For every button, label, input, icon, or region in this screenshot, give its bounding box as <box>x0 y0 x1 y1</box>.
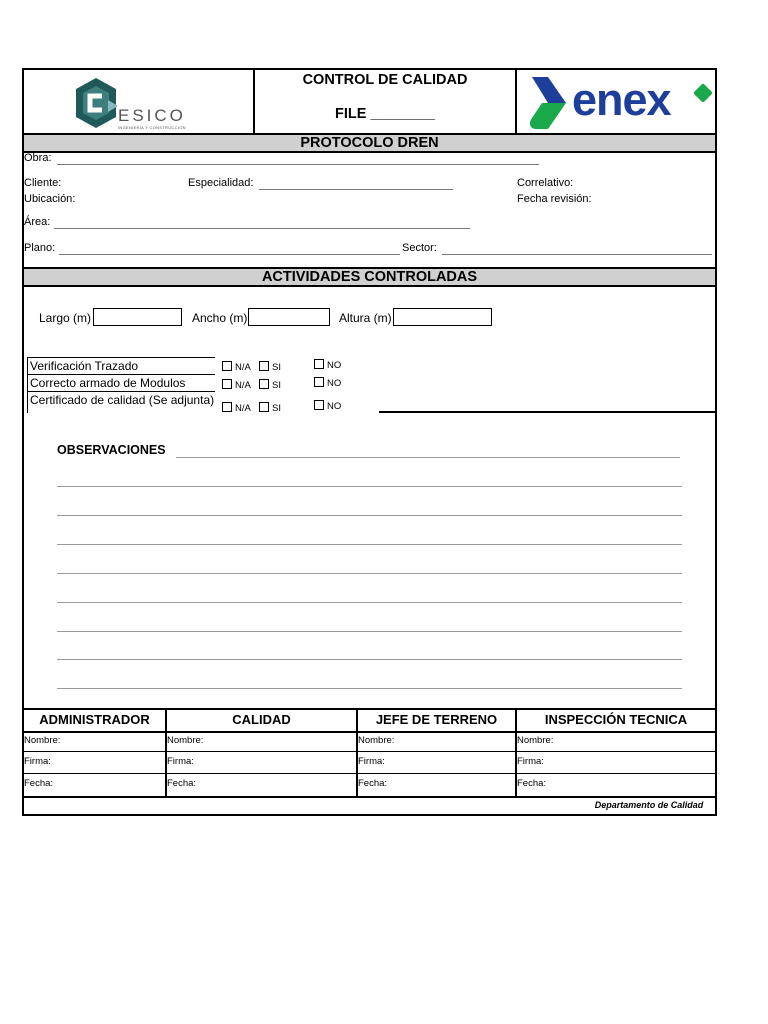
file-number-label: FILE ________ <box>335 106 435 122</box>
no-label: NO <box>327 378 342 389</box>
signature-row-divider <box>24 751 715 752</box>
ubicacion-label: Ubicación: <box>24 193 76 205</box>
no-checkbox[interactable] <box>314 359 341 371</box>
form-frame <box>22 68 717 816</box>
sig-col-inspeccion: INSPECCIÓN TECNICA <box>544 712 688 727</box>
fecha-label: Fecha: <box>517 778 547 789</box>
si-checkbox[interactable] <box>259 361 281 373</box>
check-divider-1 <box>27 374 215 375</box>
firma-label: Firma: <box>358 756 385 767</box>
na-label: N/A <box>235 362 251 373</box>
observaciones-line[interactable] <box>57 544 682 545</box>
no-checkbox[interactable] <box>314 400 341 412</box>
fecha-revision-label: Fecha revisión: <box>517 193 592 205</box>
fecha-label: Fecha: <box>167 778 197 789</box>
firma-label: Firma: <box>167 756 194 767</box>
enex-logo-text: enex <box>572 74 671 125</box>
sig-col-jefe-terreno: JEFE DE TERRENO <box>375 712 498 727</box>
na-label: N/A <box>235 403 251 414</box>
largo-input[interactable] <box>93 308 182 326</box>
observaciones-line[interactable] <box>57 688 682 689</box>
area-label: Área: <box>24 216 51 228</box>
protocol-title: PROTOCOLO DREN <box>24 133 715 153</box>
na-checkbox[interactable] <box>222 361 251 373</box>
sig-col-administrador: ADMINISTRADOR <box>39 712 150 727</box>
form-title: CONTROL DE CALIDAD <box>302 72 468 88</box>
signature-row-divider <box>24 773 715 774</box>
sig-col-calidad: CALIDAD <box>232 712 291 727</box>
activities-title: ACTIVIDADES CONTROLADAS <box>24 267 715 287</box>
check-item-label: Certificado de calidad (Se adjunta) <box>30 393 215 407</box>
ancho-input[interactable] <box>248 308 330 326</box>
si-checkbox[interactable] <box>259 402 281 414</box>
correlativo-label: Correlativo: <box>517 177 574 189</box>
check-item-label: Verificación Trazado <box>30 359 139 373</box>
activities-section-divider <box>379 411 715 413</box>
na-label: N/A <box>235 380 251 391</box>
observaciones-line[interactable] <box>57 515 682 516</box>
plano-field[interactable] <box>59 254 400 255</box>
enex-logo-mark <box>526 74 568 132</box>
no-label: NO <box>327 401 342 412</box>
no-checkbox[interactable] <box>314 377 341 389</box>
signature-table-top <box>24 708 715 710</box>
observaciones-line[interactable] <box>57 659 682 660</box>
especialidad-field[interactable] <box>259 189 453 190</box>
fecha-label: Fecha: <box>24 778 54 789</box>
fecha-label: Fecha: <box>358 778 388 789</box>
ancho-label: Ancho (m) <box>192 311 248 325</box>
esico-logo-mark <box>72 76 120 130</box>
si-label: SI <box>272 403 281 414</box>
si-checkbox[interactable] <box>259 379 281 391</box>
area-field[interactable] <box>54 228 470 229</box>
especialidad-label: Especialidad: <box>188 177 254 189</box>
cliente-label: Cliente: <box>24 177 62 189</box>
observaciones-line[interactable] <box>57 631 682 632</box>
largo-label: Largo (m) <box>39 311 92 325</box>
signature-header-bottom <box>24 731 715 733</box>
sector-field[interactable] <box>442 254 712 255</box>
check-item-label: Correcto armado de Modulos <box>30 376 186 390</box>
obra-field[interactable] <box>57 164 539 165</box>
observaciones-label: OBSERVACIONES <box>57 443 166 457</box>
esico-logo-text: ESICO <box>118 106 186 125</box>
signature-table-bottom <box>24 796 715 798</box>
altura-input[interactable] <box>393 308 492 326</box>
si-label: SI <box>272 380 281 391</box>
esico-tagline: INGENIERÍA Y CONSTRUCCIÓN <box>118 125 186 130</box>
altura-label: Altura (m) <box>339 311 392 325</box>
no-label: NO <box>327 360 342 371</box>
na-checkbox[interactable] <box>222 402 251 414</box>
obra-label: Obra: <box>24 152 52 164</box>
enex-leaf-icon <box>693 83 713 103</box>
nombre-label: Nombre: <box>167 735 204 746</box>
firma-label: Firma: <box>517 756 544 767</box>
nombre-label: Nombre: <box>358 735 395 746</box>
si-label: SI <box>272 362 281 373</box>
observaciones-line[interactable] <box>57 573 682 574</box>
sector-label: Sector: <box>402 242 437 254</box>
check-divider-2 <box>27 391 215 392</box>
plano-label: Plano: <box>24 242 56 254</box>
observaciones-line[interactable] <box>57 486 682 487</box>
nombre-label: Nombre: <box>24 735 61 746</box>
footer-department: Departamento de Calidad <box>594 800 704 810</box>
na-checkbox[interactable] <box>222 379 251 391</box>
header-divider-right <box>515 70 517 133</box>
firma-label: Firma: <box>24 756 51 767</box>
nombre-label: Nombre: <box>517 735 554 746</box>
footer-clip <box>594 800 704 814</box>
observaciones-line[interactable] <box>57 602 682 603</box>
observaciones-line[interactable] <box>176 457 680 458</box>
